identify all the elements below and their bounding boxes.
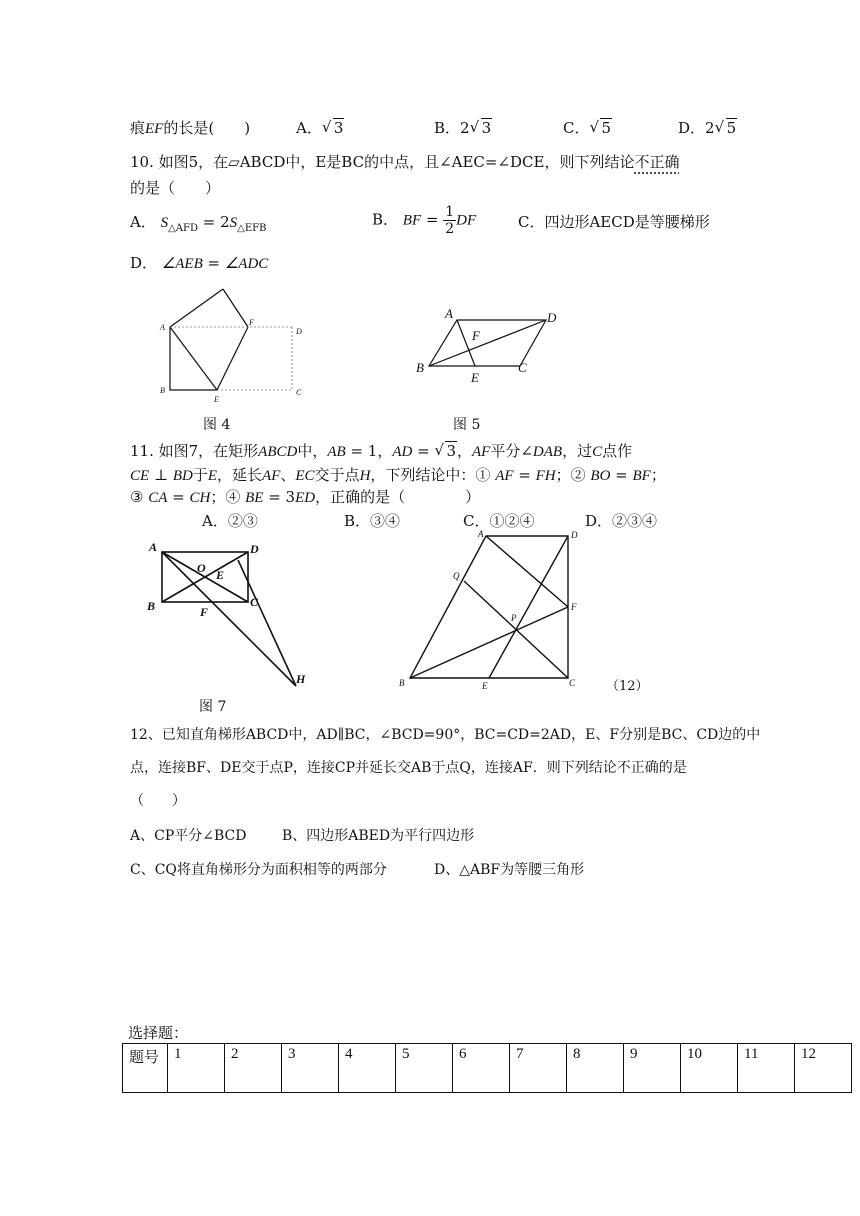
q11-option-a: A．②③ bbox=[202, 512, 258, 530]
q10-option-c: C．四边形AECD是等腰梯形 bbox=[518, 213, 710, 231]
q12-option-a: A、CP平分∠BCD bbox=[130, 828, 247, 844]
fig12-label-c: C bbox=[569, 678, 576, 688]
fig12-label-b: B bbox=[399, 678, 405, 688]
answer-cell-3[interactable]: 3 bbox=[282, 1044, 339, 1093]
fig4-caption: 图 4 bbox=[203, 417, 231, 433]
q11-line-2: CE ⊥ BD于E，延长AF、EC交于点H，下列结论中：① AF = FH；② BO = BF； bbox=[130, 466, 666, 484]
answer-cell-1[interactable]: 1 bbox=[168, 1044, 225, 1093]
fig5-label-a: A bbox=[445, 306, 453, 321]
answer-cell-7[interactable]: 7 bbox=[510, 1044, 567, 1093]
fig7-label-f: F bbox=[200, 605, 209, 619]
figure-7 bbox=[140, 538, 320, 694]
fig4-label-c: C bbox=[296, 388, 302, 397]
figure-5 bbox=[412, 302, 572, 386]
fig12-caption: （12） bbox=[606, 679, 649, 694]
fig7-label-e: E bbox=[216, 568, 225, 582]
q10-option-a: A． $S_{\triangle AFD} = 2S_{\triangle EFB}$ bbox=[130, 213, 267, 234]
q10-stem-2: 的是（ ） bbox=[130, 179, 221, 197]
answer-cell-5[interactable]: 5 bbox=[396, 1044, 453, 1093]
fig4-label-f: F bbox=[249, 318, 254, 327]
fig7-caption: 图 7 bbox=[199, 699, 227, 715]
answer-cell-2[interactable]: 2 bbox=[225, 1044, 282, 1093]
fig5-label-b: B bbox=[416, 360, 424, 375]
fig12-label-p: P bbox=[511, 613, 517, 623]
q9-option-c: C．√ 5 bbox=[563, 118, 612, 138]
answer-cell-6[interactable]: 6 bbox=[453, 1044, 510, 1093]
q12-line-1: 12、已知直角梯形ABCD中，AD∥BC，∠BCD=90°，BC=CD=2AD，E、F分别是BC、CD边的中 bbox=[130, 727, 761, 743]
q12-option-b: B、四边形ABED为平行四边形 bbox=[282, 828, 475, 844]
figure-12 bbox=[396, 526, 686, 694]
q9-option-d: D．2√ 5 bbox=[678, 118, 737, 138]
answer-cell-11[interactable]: 11 bbox=[738, 1044, 795, 1093]
q12-option-c: C、CQ将直角梯形分为面积相等的两部分 bbox=[130, 862, 387, 878]
answer-cell-8[interactable]: 8 bbox=[567, 1044, 624, 1093]
q10-option-d: D． ∠AEB = ∠ADC bbox=[130, 254, 269, 272]
fig7-label-a: A bbox=[149, 540, 158, 554]
fig5-caption: 图 5 bbox=[453, 417, 481, 433]
fig12-label-e: E bbox=[482, 681, 488, 691]
answer-table-title: 选择题： bbox=[128, 1024, 189, 1042]
q9-stem: 痕EF的长是( ) bbox=[130, 119, 251, 137]
fig5-label-c: C bbox=[518, 360, 527, 375]
q10-stem: 10. 如图5，在▱ABCD中，E是BC的中点，且∠AEC=∠DCE，则下列结论不正确 bbox=[130, 153, 680, 171]
fig12-label-f: F bbox=[571, 602, 577, 612]
q11-option-d: D．②③④ bbox=[585, 512, 658, 530]
fig7-label-o: O bbox=[197, 561, 206, 575]
fig4-label-a: A bbox=[160, 323, 165, 332]
q9-option-b: B．2√ 3 bbox=[434, 118, 492, 138]
answer-table bbox=[122, 1043, 852, 1093]
answer-cell-10[interactable]: 10 bbox=[681, 1044, 738, 1093]
fig12-label-a: A bbox=[478, 529, 484, 539]
figure-4 bbox=[150, 284, 320, 408]
q11-option-b: B．③④ bbox=[344, 512, 401, 530]
fig4-label-b: B bbox=[160, 386, 165, 395]
answer-cell-9[interactable]: 9 bbox=[624, 1044, 681, 1093]
q11-line-1: 11. 如图7，在矩形ABCD中，AB = 1，AD = √ 3，AF平分∠DAB，过C点作 bbox=[130, 441, 632, 462]
fig7-label-h: H bbox=[296, 672, 306, 686]
answer-table-header: 题号 bbox=[123, 1044, 168, 1093]
q9-option-a: A．√ 3 bbox=[296, 118, 344, 138]
answer-cell-12[interactable]: 12 bbox=[795, 1044, 852, 1093]
fig12-label-d: D bbox=[571, 530, 578, 540]
q11-line-3: ③ CA = CH；④ BE = 3ED，正确的是（ ） bbox=[130, 488, 481, 506]
fig7-label-b: B bbox=[147, 599, 156, 613]
fig7-label-c: C bbox=[250, 595, 259, 609]
fig5-label-f: F bbox=[472, 328, 480, 343]
fig4-label-d: D bbox=[296, 327, 302, 336]
fig5-label-d: D bbox=[547, 310, 557, 325]
q10-option-b: B． BF = $\frac{1}{2}$ DF bbox=[372, 204, 477, 237]
fig4-label-e: E bbox=[214, 395, 219, 404]
fig5-label-e: E bbox=[471, 370, 479, 385]
fig12-label-q: Q bbox=[453, 571, 460, 581]
answer-cell-4[interactable]: 4 bbox=[339, 1044, 396, 1093]
q11-option-c: C．①②④ bbox=[463, 512, 535, 530]
answer-table-row bbox=[123, 1044, 852, 1093]
q12-line-2: 点，连接BF、DE交于点P，连接CP并延长交AB于点Q，连接AF．则下列结论不正确的是 bbox=[130, 760, 687, 776]
fig7-label-d: D bbox=[250, 542, 259, 556]
q12-option-d: D、△ABF为等腰三角形 bbox=[434, 862, 585, 878]
q12-line-3: （ ） bbox=[130, 793, 186, 809]
